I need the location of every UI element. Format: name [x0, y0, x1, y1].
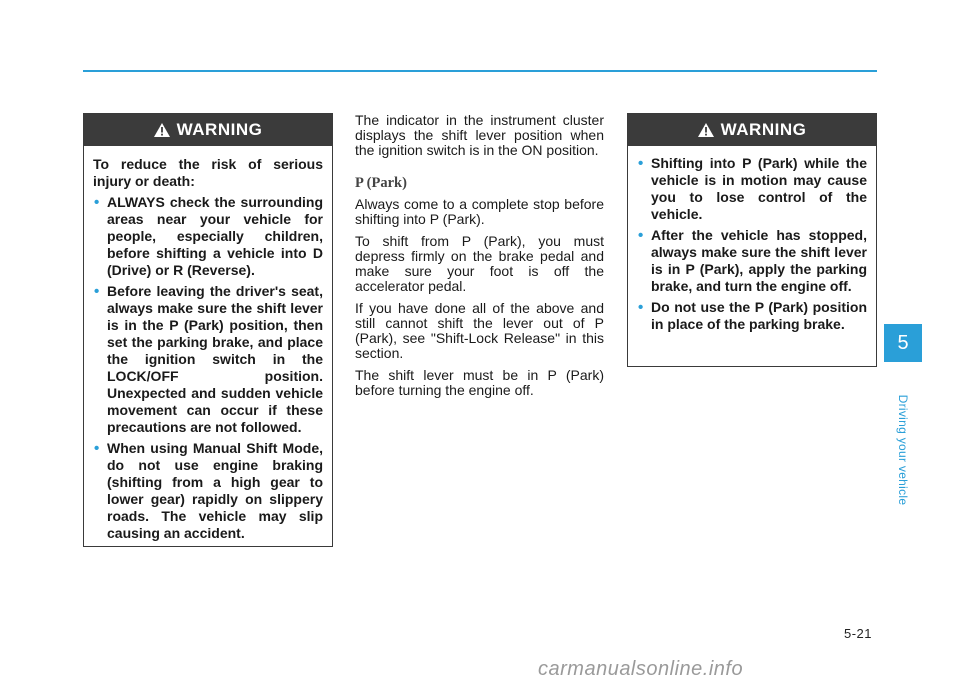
warning-item: • When using Manual Shift Mode, do not use engine braking (shifting from a high gear to lower gear) rapidly on slippery roads. The vehicle may slip causing an accident. [94, 440, 323, 541]
warning-item: • ALWAYS check the surrounding areas near your vehicle for people, especially children, before shifting a vehicle into D (Drive) or R (Reverse). [94, 194, 323, 278]
warning-item: • Before leaving the driver's seat, always make sure the shift lever is in the P (Park) position, then set the parking brake, and place the ignition switch in the LOCK/OFF position. Unexpected and sudden vehicle movement can occur if these precautions are not followed. [94, 283, 323, 435]
bullet-icon: • [638, 155, 644, 172]
warning-title: WARNING [176, 120, 263, 139]
chapter-title: Driving your vehicle [896, 394, 910, 506]
warning-title: WARNING [720, 120, 807, 139]
page-number: 5-21 [844, 626, 873, 641]
chapter-number-tab: 5 [884, 324, 922, 362]
warning-header [84, 114, 332, 146]
warning-item: • Shifting into P (Park) while the vehicle is in motion may cause you to lose control of the vehicle. [638, 155, 867, 222]
warning-item: • After the vehicle has stopped, always make sure the shift lever is in P (Park), apply the parking brake, and turn the engine off. [638, 227, 867, 294]
body-paragraph: Always come to a complete stop before shifting into P (Park). [355, 196, 604, 227]
bullet-icon: • [638, 227, 644, 244]
intro-paragraph: The indicator in the instrument cluster displays the shift lever position when the ignition switch is in the ON position. [355, 112, 604, 158]
body-paragraph: To shift from P (Park), you must depress firmly on the brake pedal and make sure your foot is off the accelerator pedal. [355, 233, 604, 294]
warning-triangle-icon [698, 123, 714, 137]
body-text-column [355, 113, 604, 405]
warning-header [628, 114, 876, 146]
bullet-icon: • [638, 299, 644, 316]
warning-box-left [83, 113, 333, 547]
warning-body [84, 146, 332, 554]
warning-list [93, 194, 323, 542]
top-rule [83, 70, 877, 72]
warning-box-right [627, 113, 877, 367]
bullet-icon: • [94, 440, 100, 457]
warning-list [637, 155, 867, 333]
section-heading: P (Park) [355, 175, 407, 191]
warning-intro: To reduce the risk of serious injury or death: [93, 156, 323, 189]
bullet-icon: • [94, 283, 100, 300]
bullet-icon: • [94, 194, 100, 211]
body-paragraph: If you have done all of the above and still cannot shift the lever out of P (Park), see "Shift-Lock Release" in this section. [355, 300, 604, 361]
warning-triangle-icon [154, 123, 170, 137]
warning-item: • Do not use the P (Park) position in place of the parking brake. [638, 299, 867, 332]
watermark: carmanualsonline.info [538, 658, 744, 680]
body-paragraph: The shift lever must be in P (Park) before turning the engine off. [355, 367, 604, 398]
warning-body [628, 146, 876, 345]
